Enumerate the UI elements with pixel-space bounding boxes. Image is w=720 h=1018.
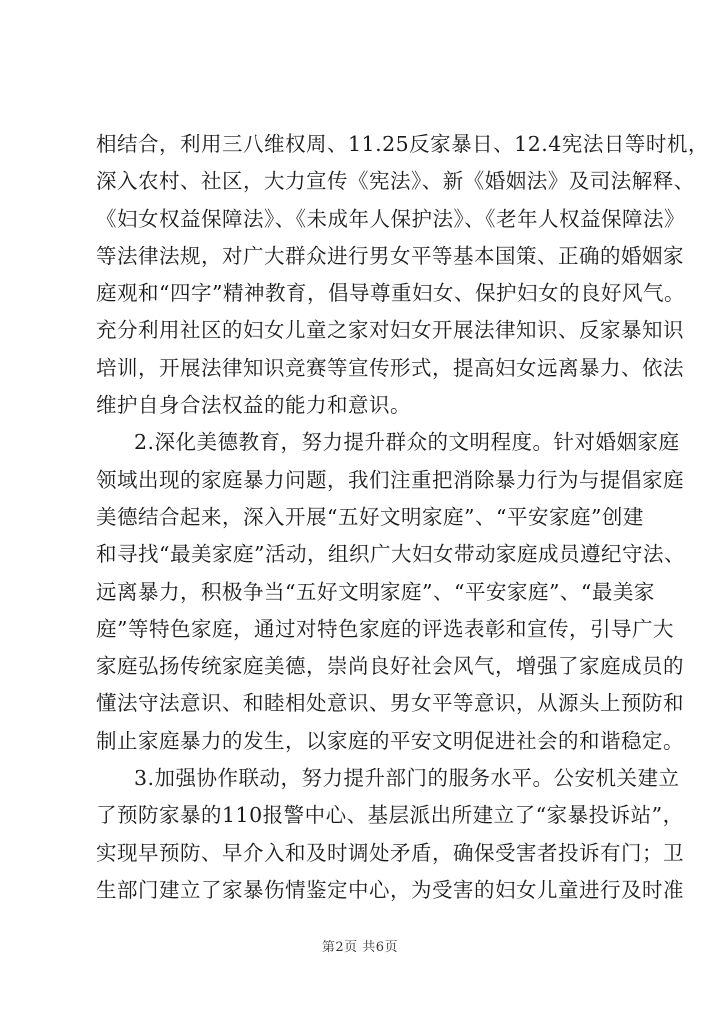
document-body (96, 126, 709, 909)
paragraph-3-heading-line: 3.加强协作联动，努力提升部门的服务水平。公安机关建立 (134, 766, 680, 791)
text-line: 充分利用社区的妇女儿童之家对妇女开展法律知识、反家暴知识 (96, 318, 684, 343)
text-line: 实现早预防、早介入和及时调处矛盾，确保受害者投诉有门；卫 (96, 840, 684, 865)
text-line: 和寻找“最美家庭”活动，组织广大妇女带动家庭成员遵纪守法、 (96, 542, 685, 567)
text-line: 家庭弘扬传统家庭美德，崇尚良好社会风气，增强了家庭成员的 (96, 654, 684, 679)
text-line: 等法律法规，对广大群众进行男女平等基本国策、正确的婚姻家 (96, 243, 684, 268)
text-line: 远离暴力，积极争当“五好文明家庭”、“平安家庭”、“最美家 (96, 579, 655, 604)
text-line: 维护自身合法权益的能力和意识。 (96, 393, 411, 418)
text-line: 培训，开展法律知识竞赛等宣传形式，提高妇女远离暴力、依法 (96, 355, 684, 380)
text-line: 《妇女权益保障法》、《未成年人保护法》、《老年人权益保障法》 (96, 206, 685, 231)
text-line: 美德结合起来，深入开展“五好文明家庭”、“平安家庭”创建 (96, 504, 644, 529)
text-line: 制止家庭暴力的发生，以家庭的平安文明促进社会的和谐稳定。 (96, 728, 684, 753)
page-number-footer: 第2页 共6页 (321, 940, 399, 955)
paragraph-2-heading-line: 2.深化美德教育，努力提升群众的文明程度。针对婚姻家庭 (134, 430, 680, 455)
text-line: 领域出现的家庭暴力问题，我们注重把消除暴力行为与提倡家庭 (96, 467, 684, 492)
text-line: 庭观和“四字”精神教育，倡导尊重妇女、保护妇女的良好风气。 (96, 281, 685, 306)
text-line: 生部门建立了家暴伤情鉴定中心，为受害的妇女儿童进行及时准 (96, 877, 684, 902)
text-line: 深入农村、社区，大力宣传《宪法》、新《婚姻法》及司法解释、 (96, 169, 695, 194)
text-line: 懂法守法意识、和睦相处意识、男女平等意识，从源头上预防和 (96, 691, 684, 716)
text-line: 相结合，利用三八维权周、11.25反家暴日、12.4宪法日等时机， (96, 132, 709, 156)
text-line: 了预防家暴的110报警中心、基层派出所建立了“家暴投诉站”， (96, 803, 684, 828)
text-line: 庭”等特色家庭，通过对特色家庭的评选表彰和宣传，引导广大 (96, 616, 674, 641)
